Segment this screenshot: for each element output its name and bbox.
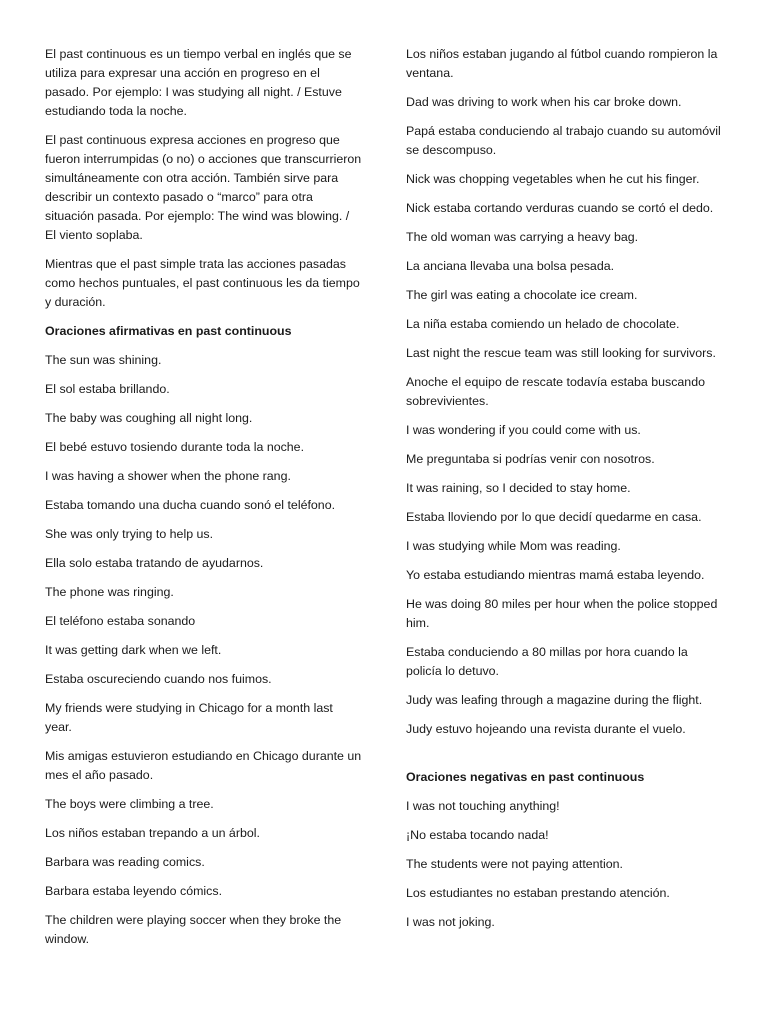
paragraph: El sol estaba brillando. xyxy=(45,382,170,396)
paragraph: El teléfono estaba sonando xyxy=(45,614,196,628)
paragraph: Estaba oscureciendo cuando nos fuimos. xyxy=(45,672,272,686)
paragraph: The children were playing soccer when they broke the window. xyxy=(45,913,342,946)
paragraph: Los niños estaban trepando a un árbol. xyxy=(45,826,260,840)
paragraph: It was raining, so I decided to stay home. xyxy=(406,481,631,495)
section-heading: Oraciones afirmativas en past continuous xyxy=(45,324,292,338)
section-heading: Oraciones negativas en past continuous xyxy=(406,770,645,784)
paragraph: Anoche el equipo de rescate todavía estaba buscando sobrevivientes. xyxy=(406,375,705,408)
paragraph: The sun was shining. xyxy=(45,353,162,367)
paragraph: La niña estaba comiendo un helado de chocolate. xyxy=(406,317,680,331)
paragraph: Dad was driving to work when his car broke down. xyxy=(406,95,682,109)
paragraph: Judy was leafing through a magazine during the flight. xyxy=(406,693,703,707)
paragraph: Me preguntaba si podrías venir con nosotros. xyxy=(406,452,655,466)
paragraph: Ella solo estaba tratando de ayudarnos. xyxy=(45,556,264,570)
paragraph: Mis amigas estuvieron estudiando en Chicago durante un mes el año pasado. xyxy=(45,749,362,782)
paragraph: The phone was ringing. xyxy=(45,585,174,599)
paragraph: Judy estuvo hojeando una revista durante el vuelo. xyxy=(406,722,686,736)
paragraph: I was not joking. xyxy=(406,915,495,929)
paragraph: Estaba lloviendo por lo que decidí quedarme en casa. xyxy=(406,510,702,524)
paragraph: I was having a shower when the phone rang. xyxy=(45,469,291,483)
paragraph: El past continuous es un tiempo verbal en inglés que se utiliza para expresar una acción en progreso en el pasado. Por ejemplo: I was studying all night. / Estuve estudiando toda la noche. xyxy=(45,47,352,118)
paragraph: The students were not paying attention. xyxy=(406,857,623,871)
paragraph: I was not touching anything! xyxy=(406,799,560,813)
paragraph: He was doing 80 miles per hour when the police stopped him. xyxy=(406,597,718,630)
paragraph: Nick estaba cortando verduras cuando se cortó el dedo. xyxy=(406,201,714,215)
paragraph: The boys were climbing a tree. xyxy=(45,797,214,811)
paragraph: El bebé estuvo tosiendo durante toda la noche. xyxy=(45,440,305,454)
paragraph: Los estudiantes no estaban prestando atención. xyxy=(406,886,670,900)
paragraph: She was only trying to help us. xyxy=(45,527,214,541)
paragraph: The old woman was carrying a heavy bag. xyxy=(406,230,639,244)
paragraph: My friends were studying in Chicago for a month last year. xyxy=(45,701,333,734)
paragraph: The girl was eating a chocolate ice cream. xyxy=(406,288,638,302)
paragraph: Los niños estaban jugando al fútbol cuando rompieron la ventana. xyxy=(406,47,718,80)
paragraph: El past continuous expresa acciones en progreso que fueron interrumpidas (o no) o acciones que transcurrieron simultáneamente con otra acción. También sirve para describir un contexto pasado o “marco” para otra situación pasada. Por ejemplo: The wind was blowing. / El viento soplaba. xyxy=(45,133,362,242)
paragraph: Last night the rescue team was still looking for survivors. xyxy=(406,346,716,360)
paragraph: Papá estaba conduciendo al trabajo cuando su automóvil se descompuso. xyxy=(406,124,721,157)
paragraph: Barbara was reading comics. xyxy=(45,855,205,869)
paragraph: Barbara estaba leyendo cómics. xyxy=(45,884,223,898)
right-column xyxy=(406,45,724,942)
paragraph: I was wondering if you could come with us. xyxy=(406,423,641,437)
paragraph: Estaba conduciendo a 80 millas por hora cuando la policía lo detuvo. xyxy=(406,645,688,678)
paragraph: It was getting dark when we left. xyxy=(45,643,222,657)
paragraph: Estaba tomando una ducha cuando sonó el teléfono. xyxy=(45,498,336,512)
paragraph: ¡No estaba tocando nada! xyxy=(406,828,549,842)
paragraph: Mientras que el past simple trata las acciones pasadas como hechos puntuales, el past continuous les da tiempo y duración. xyxy=(45,257,360,309)
paragraph: Nick was chopping vegetables when he cut his finger. xyxy=(406,172,700,186)
left-column xyxy=(45,45,363,959)
paragraph: I was studying while Mom was reading. xyxy=(406,539,621,553)
paragraph: Yo estaba estudiando mientras mamá estaba leyendo. xyxy=(406,568,705,582)
paragraph: La anciana llevaba una bolsa pesada. xyxy=(406,259,615,273)
paragraph: The baby was coughing all night long. xyxy=(45,411,253,425)
